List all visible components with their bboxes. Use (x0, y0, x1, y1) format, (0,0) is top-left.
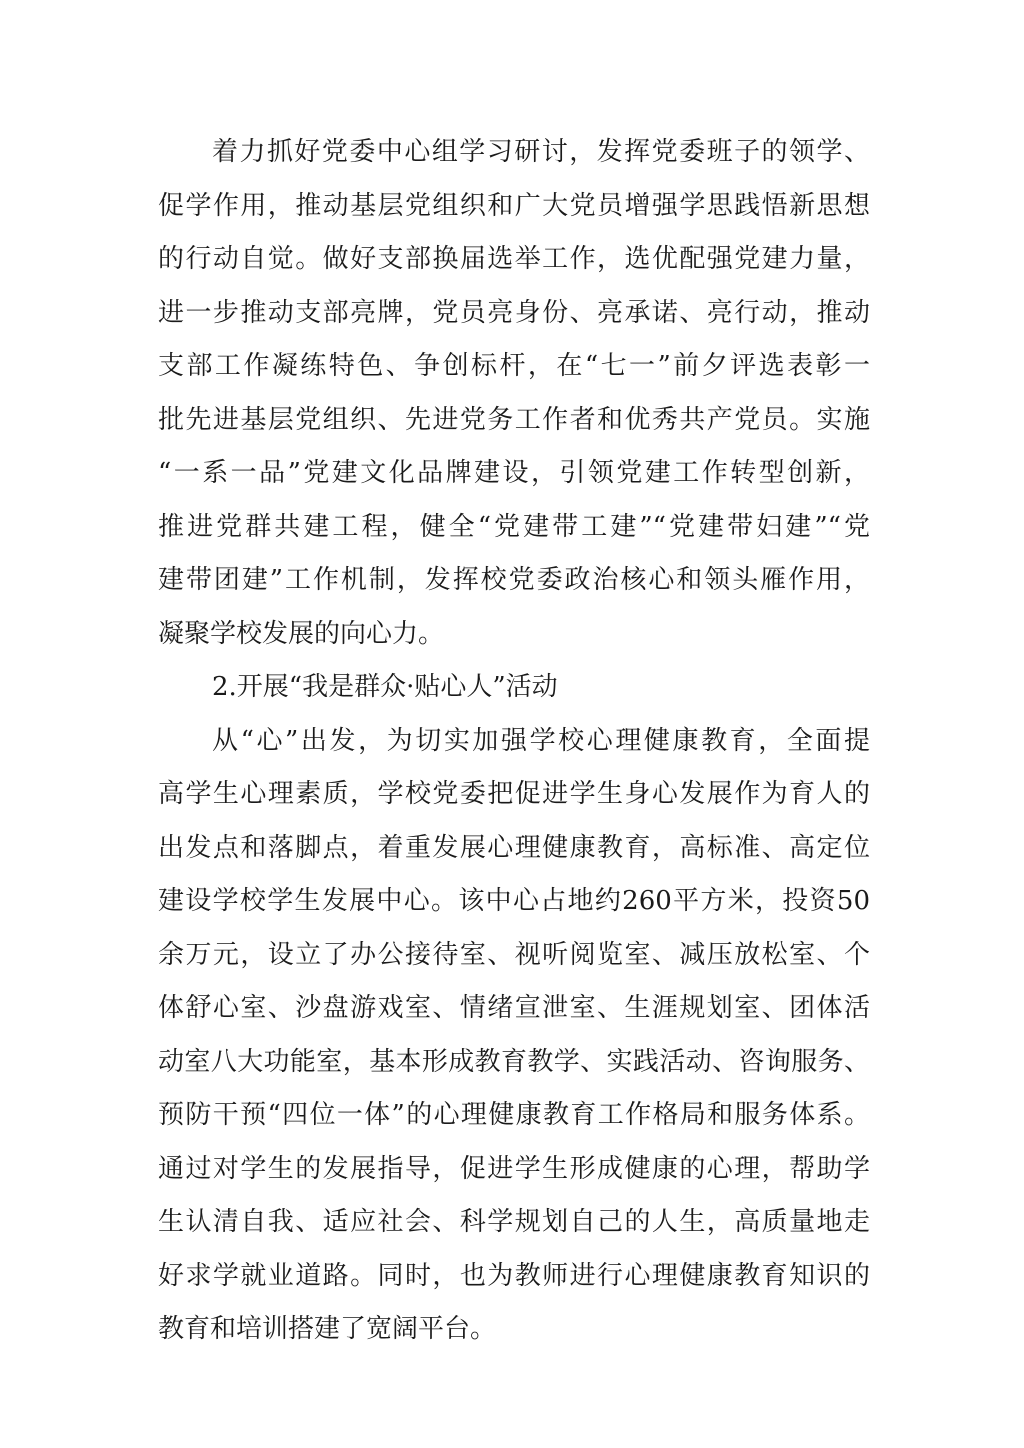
paragraph-1 (158, 126, 870, 661)
paragraph-line: 高学生心理素质，学校党委把促进学生身心发展作为育人的 (158, 779, 870, 809)
paragraph-line: 支部工作凝练特色、争创标杆，在“七一”前夕评选表彰一 (158, 351, 870, 381)
paragraph-line: “一系一品”党建文化品牌建设，引领党建工作转型创新， (158, 458, 870, 488)
paragraph-line: 生认清自我、适应社会、科学规划自己的人生，高质量地走 (158, 1207, 870, 1237)
paragraph-line: 教育和培训搭建了宽阔平台。 (158, 1314, 497, 1344)
document-body (158, 126, 870, 1357)
paragraph-line: 通过对学生的发展指导，促进学生形成健康的心理，帮助学 (158, 1153, 870, 1184)
paragraph-line: 从“心”出发，为切实加强学校心理健康教育，全面提 (212, 725, 870, 756)
paragraph-line: 着力抓好党委中心组学习研讨，发挥党委班子的领学、 (212, 137, 870, 167)
paragraph-line: 批先进基层党组织、先进党务工作者和优秀共产党员。实施 (158, 404, 870, 435)
paragraph-line: 建设学校学生发展中心。该中心占地约260平方米，投资50 (158, 886, 870, 916)
paragraph-2 (158, 715, 870, 1357)
section-heading: 2.开展“我是群众·贴心人”活动 (212, 672, 558, 702)
paragraph-line: 凝聚学校发展的向心力。 (158, 618, 445, 649)
paragraph-line: 体舒心室、沙盘游戏室、情绪宣泄室、生涯规划室、团体活 (158, 993, 870, 1023)
paragraph-line: 建带团建”工作机制，发挥校党委政治核心和领头雁作用， (158, 565, 870, 595)
paragraph-line: 余万元，设立了办公接待室、视听阅览室、减压放松室、个 (158, 939, 870, 970)
paragraph-line: 促学作用，推动基层党组织和广大党员增强学思践悟新思想 (158, 190, 870, 221)
paragraph-line: 预防干预“四位一体”的心理健康教育工作格局和服务体系。 (158, 1100, 870, 1130)
paragraph-line: 好求学就业道路。同时，也为教师进行心理健康教育知识的 (158, 1260, 870, 1291)
paragraph-line: 推进党群共建工程，健全“党建带工建”“党建带妇建”“党 (158, 511, 870, 542)
paragraph-line: 的行动自觉。做好支部换届选举工作，选优配强党建力量， (158, 244, 870, 274)
paragraph-line: 动室八大功能室，基本形成教育教学、实践活动、咨询服务、 (158, 1046, 870, 1077)
paragraph-line: 进一步推动支部亮牌，党员亮身份、亮承诺、亮行动，推动 (158, 297, 870, 328)
paragraph-line: 出发点和落脚点，着重发展心理健康教育，高标准、高定位 (158, 832, 870, 863)
